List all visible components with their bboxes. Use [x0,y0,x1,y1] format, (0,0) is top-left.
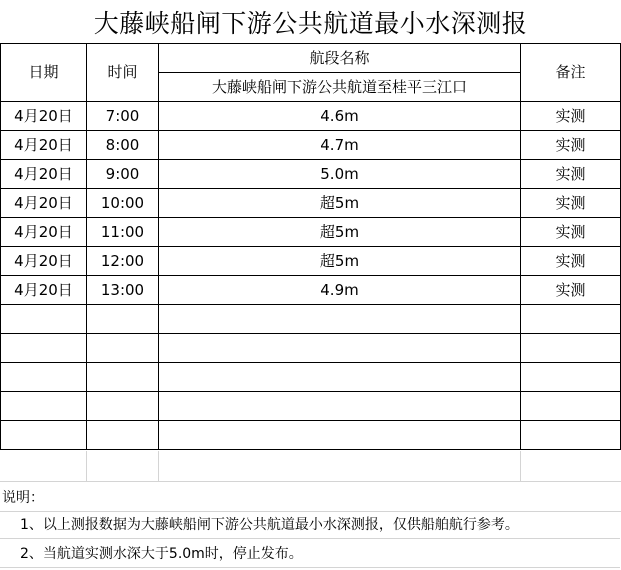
cell-time: 11:00 [87,218,159,247]
cell-time: 10:00 [87,189,159,218]
table-row [1,392,621,421]
table-row [1,334,621,363]
table-row [1,131,621,160]
table-row [1,247,621,276]
cell-time: 8:00 [87,131,159,160]
cell-time: 12:00 [87,247,159,276]
table-row [1,189,621,218]
header-segment-name: 航段名称 [159,44,521,73]
cell-depth: 超5m [159,189,521,218]
cell-remark [521,421,621,450]
cell-remark [521,392,621,421]
cell-remark: 实测 [521,160,621,189]
cell-depth: 5.0m [159,160,521,189]
cell-date: 4月20日 [1,189,87,218]
cell-date: 4月20日 [1,276,87,305]
cell-date: 4月20日 [1,218,87,247]
note-item-2: 2、当航道实测水深大于5.0m时，停止发布。 [0,539,620,568]
cell-depth [159,334,521,363]
table-row [1,102,621,131]
cell-remark [521,363,621,392]
report-title: 大藤峡船闸下游公共航道最小水深测报 [93,8,528,38]
cell-depth [159,392,521,421]
header-date: 日期 [1,44,87,102]
table-row [1,421,621,450]
cell-time [87,392,159,421]
cell-remark: 实测 [521,131,621,160]
cell-remark: 实测 [521,276,621,305]
cell-time [87,305,159,334]
header-remark: 备注 [521,44,621,102]
cell-time: 7:00 [87,102,159,131]
cell-remark [521,305,621,334]
cell-depth: 超5m [159,218,521,247]
cell-remark [521,334,621,363]
cell-date: 4月20日 [1,131,87,160]
cell-depth: 4.9m [159,276,521,305]
table-row [1,305,621,334]
cell-remark: 实测 [521,218,621,247]
cell-date: 4月20日 [1,160,87,189]
cell-time: 9:00 [87,160,159,189]
cell-remark: 实测 [521,102,621,131]
cell-date [1,392,87,421]
table-row [1,363,621,392]
cell-date [1,334,87,363]
cell-depth: 超5m [159,247,521,276]
cell-depth [159,421,521,450]
note-item-1: 1、以上测报数据为大藤峡船闸下游公共航道最小水深测报，仅供船舶航行参考。 [0,510,620,539]
notes-label: 说明： [0,481,621,512]
cell-time [87,363,159,392]
cell-remark: 实测 [521,189,621,218]
cell-date: 4月20日 [1,102,87,131]
cell-date [1,421,87,450]
cell-date: 4月20日 [1,247,87,276]
table-row [1,160,621,189]
header-time: 时间 [87,44,159,102]
cell-date [1,305,87,334]
cell-depth: 4.6m [159,102,521,131]
cell-depth [159,305,521,334]
depth-report-table [0,43,621,450]
cell-time [87,421,159,450]
table-row [1,276,621,305]
cell-depth [159,363,521,392]
cell-time [87,334,159,363]
cell-date [1,363,87,392]
cell-remark: 实测 [521,247,621,276]
cell-depth: 4.7m [159,131,521,160]
table-row [1,218,621,247]
header-segment: 大藤峡船闸下游公共航道至桂平三江口 [159,73,521,102]
cell-time: 13:00 [87,276,159,305]
spacer-row [0,451,620,481]
